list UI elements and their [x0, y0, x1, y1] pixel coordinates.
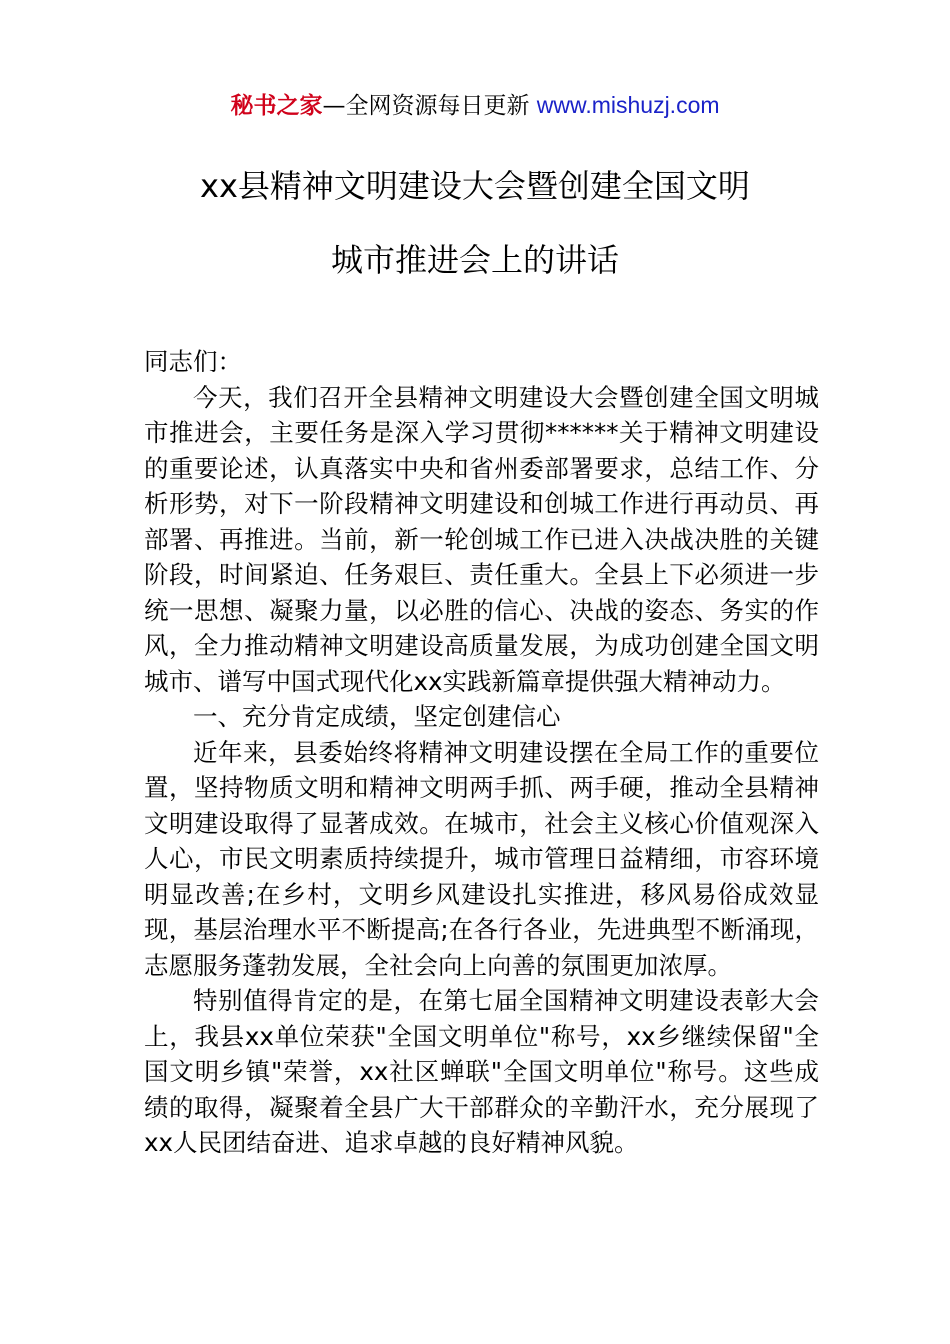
title-line-1: xx县精神文明建设大会暨创建全国文明: [200, 167, 750, 205]
document-title: [0, 160, 950, 286]
title-line-2: 城市推进会上的讲话: [330, 241, 619, 279]
salutation: 同志们：: [144, 347, 242, 376]
paragraph-honors: 特别值得肯定的是，在第七届全国精神文明建设表彰大会上，我县xx单位荣获"全国文明单位"称号，xx乡继续保留"全国文明乡镇"荣誉，xx社区蝉联"全国文明单位"称号。这些成绩的取得，凝聚着全县广大干部群众的辛勤汗水，充分展现了xx人民团结奋进、追求卓越的良好精神风貌。: [144, 986, 819, 1157]
paragraph-achievements: 近年来，县委始终将精神文明建设摆在全局工作的重要位置，坚持物质文明和精神文明两手抓、两手硬，推动全县精神文明建设取得了显著成效。在城市，社会主义核心价值观深入人心，市民文明素质持续提升，城市管理日益精细，市容环境明显改善;在乡村，文明乡风建设扎实推进，移风易俗成效显现，基层治理水平不断提高;在各行各业，先进典型不断涌现，志愿服务蓬勃发展，全社会向上向善的氛围更加浓厚。: [144, 737, 819, 980]
site-url[interactable]: www.mishuzj.com: [536, 92, 720, 118]
document-body: [144, 344, 819, 1161]
brand-name: 秘书之家: [230, 93, 323, 119]
paragraph-intro: 今天，我们召开全县精神文明建设大会暨创建全国文明城市推进会，主要任务是深入学习贯彻******关于精神文明建设的重要论述，认真落实中央和省州委部署要求，总结工作、分析形势，对下一阶段精神文明建设和创城工作进行再动员、再部署、再推进。当前，新一轮创城工作已进入决战决胜的关键阶段，时间紧迫、任务艰巨、责任重大。全县上下必须进一步统一思想、凝聚力量，以必胜的信心、决战的姿态、务实的作风，全力推动精神文明建设高质量发展，为成功创建全国文明城市、谱写中国式现代化xx实践新篇章提供强大精神动力。: [144, 382, 819, 696]
site-header: [0, 88, 950, 123]
header-tagline: —全网资源每日更新: [322, 93, 537, 119]
section-heading-1: 一、充分肯定成绩，坚定创建信心: [193, 702, 561, 731]
